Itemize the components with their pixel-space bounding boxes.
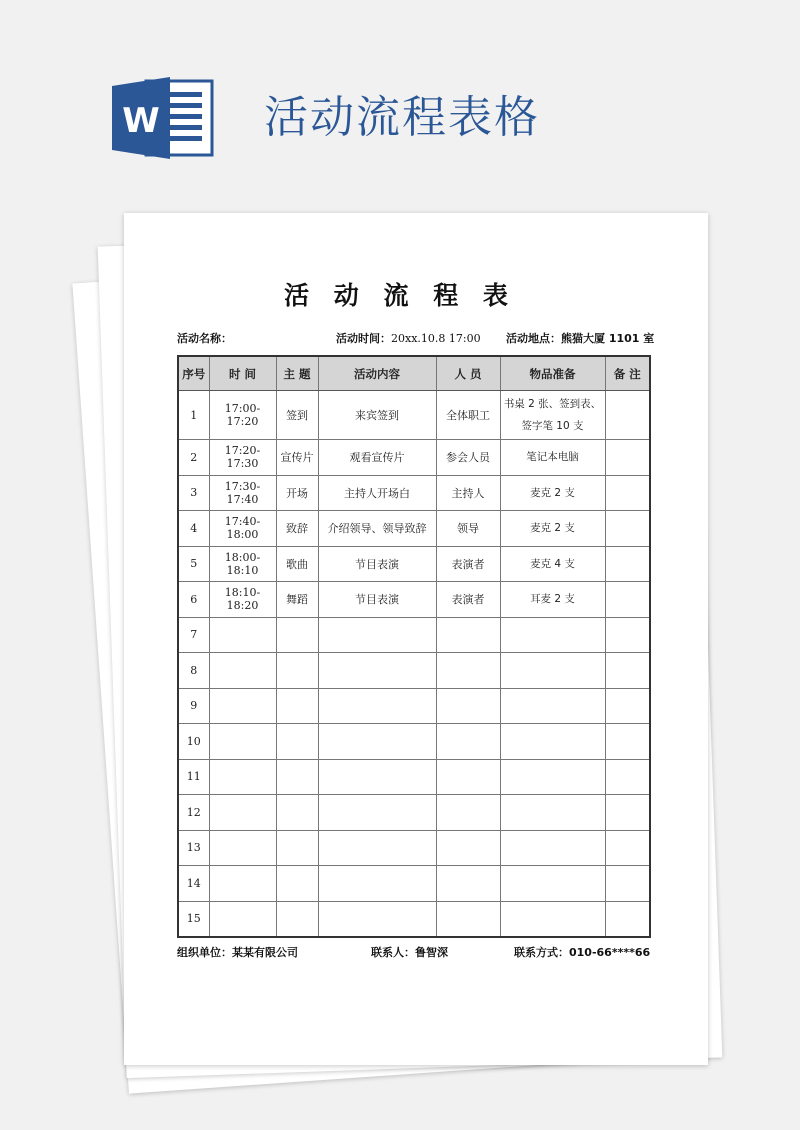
table-row [178,391,650,440]
row-number-cell: 14 [178,866,209,902]
activity-place [506,330,654,346]
content-cell [318,795,436,831]
staff-cell [436,795,500,831]
row-number-cell: 10 [178,724,209,760]
table-row [178,653,650,689]
topic-cell [276,830,318,866]
time-cell: 18:10-18:20 [209,582,276,618]
items-cell [500,759,605,795]
row-number-cell: 15 [178,901,209,937]
table-row [178,546,650,582]
content-cell: 节目表演 [318,546,436,582]
note-cell [605,724,650,760]
row-number-cell: 5 [178,546,209,582]
staff-cell: 主持人 [436,475,500,511]
note-cell [605,866,650,902]
row-number-cell: 12 [178,795,209,831]
items-cell [500,511,605,547]
row-number-cell: 6 [178,582,209,618]
time-cell: 17:40-18:00 [209,511,276,547]
topic-cell [276,759,318,795]
content-cell [318,653,436,689]
time-cell: 17:30-17:40 [209,475,276,511]
row-number-cell: 9 [178,688,209,724]
content-cell [318,724,436,760]
items-cell [500,830,605,866]
table-row [178,475,650,511]
content-cell: 主持人开场白 [318,475,436,511]
staff-cell: 表演者 [436,546,500,582]
time-cell [209,795,276,831]
activity-place-label: 活动地点： [506,332,561,345]
content-cell: 来宾签到 [318,391,436,440]
contact-value: 鲁智深 [415,946,448,959]
staff-cell [436,901,500,937]
row-number-cell: 4 [178,511,209,547]
table-row [178,617,650,653]
items-cell [500,724,605,760]
table-row [178,688,650,724]
topic-cell [276,688,318,724]
note-cell [605,546,650,582]
topic-cell: 舞蹈 [276,582,318,618]
note-cell [605,830,650,866]
topic-cell: 致辞 [276,511,318,547]
organizer-value: 某某有限公司 [232,946,298,959]
header-cell: 物品准备 [500,356,605,391]
row-number-cell: 1 [178,391,209,440]
items-cell [500,653,605,689]
content-cell [318,688,436,724]
word-icon-letter: W [122,101,160,141]
items-cell [500,795,605,831]
items-cell [500,688,605,724]
time-cell [209,830,276,866]
items-cell [500,582,605,618]
time-cell [209,724,276,760]
row-number-cell: 8 [178,653,209,689]
note-cell [605,440,650,476]
topic-cell [276,866,318,902]
note-cell [605,511,650,547]
row-number-cell: 7 [178,617,209,653]
table-body [178,391,650,938]
word-document-icon [112,77,216,159]
table-row [178,759,650,795]
content-cell: 节目表演 [318,582,436,618]
content-cell: 介绍领导、领导致辞 [318,511,436,547]
table-row [178,795,650,831]
items-cell [500,440,605,476]
topic-cell [276,724,318,760]
staff-cell [436,724,500,760]
table-row [178,724,650,760]
header-cell: 序号 [178,356,209,391]
topic-cell [276,901,318,937]
contact-label: 联系人： [371,946,415,959]
content-cell [318,866,436,902]
document-title: 活 动 流 程 表 [284,281,516,310]
staff-cell [436,617,500,653]
activity-time-label: 活动时间： [336,332,391,345]
activity-time-value: 20xx.10.8 17:00 [391,332,481,345]
topic-cell [276,617,318,653]
banner-title: 活动流程表格 [264,92,540,143]
note-cell [605,617,650,653]
note-cell [605,653,650,689]
staff-cell: 全体职工 [436,391,500,440]
header-cell: 活动内容 [318,356,436,391]
topic-cell: 签到 [276,391,318,440]
time-cell [209,688,276,724]
content-cell [318,759,436,795]
note-cell [605,795,650,831]
items-cell [500,901,605,937]
items-cell [500,617,605,653]
table-header-row [178,356,650,391]
footer-contact [371,944,448,960]
item-line: 签字笔 10 支 [521,420,584,432]
item-line: 麦克 2 支 [530,522,575,535]
staff-cell [436,759,500,795]
note-cell [605,759,650,795]
time-cell [209,866,276,902]
content-cell [318,830,436,866]
activity-name [177,330,232,346]
header-cell: 时 间 [209,356,276,391]
content-cell: 观看宣传片 [318,440,436,476]
items-cell [500,866,605,902]
header-cell: 备 注 [605,356,650,391]
table-row [178,440,650,476]
items-cell [500,475,605,511]
phone-value: 010-66****66 [569,946,651,959]
row-number-cell: 13 [178,830,209,866]
row-number-cell: 2 [178,440,209,476]
items-cell [500,546,605,582]
staff-cell: 表演者 [436,582,500,618]
table-row [178,830,650,866]
time-cell: 17:00-17:20 [209,391,276,440]
time-cell: 18:00-18:10 [209,546,276,582]
table-row [178,582,650,618]
note-cell [605,582,650,618]
header-cell: 人 员 [436,356,500,391]
time-cell [209,617,276,653]
item-line: 麦克 4 支 [530,557,575,570]
item-line: 耳麦 2 支 [530,593,575,606]
activity-place-value: 熊猫大厦 1101 室 [561,332,655,345]
table-row [178,511,650,547]
note-cell [605,475,650,511]
staff-cell [436,866,500,902]
time-cell [209,759,276,795]
staff-cell: 领导 [436,511,500,547]
item-line: 书桌 2 张、签到表、 [503,398,602,410]
table-row [178,901,650,937]
topic-cell [276,653,318,689]
footer-phone [514,944,650,960]
note-cell [605,901,650,937]
topic-cell: 开场 [276,475,318,511]
note-cell [605,688,650,724]
staff-cell [436,688,500,724]
footer-organizer [177,944,298,960]
table-row [178,866,650,902]
item-line: 麦克 2 支 [530,486,575,499]
staff-cell [436,830,500,866]
topic-cell: 歌曲 [276,546,318,582]
activity-name-label: 活动名称： [177,332,232,345]
schedule-table [177,355,651,938]
time-cell [209,653,276,689]
content-cell [318,901,436,937]
row-number-cell: 11 [178,759,209,795]
phone-label: 联系方式： [514,946,569,959]
content-cell [318,617,436,653]
topic-cell: 宣传片 [276,440,318,476]
time-cell [209,901,276,937]
header-cell: 主 题 [276,356,318,391]
note-cell [605,391,650,440]
activity-time [336,330,481,346]
time-cell: 17:20-17:30 [209,440,276,476]
item-line: 笔记本电脑 [526,451,579,464]
row-number-cell: 3 [178,475,209,511]
staff-cell: 参会人员 [436,440,500,476]
staff-cell [436,653,500,689]
items-cell [500,391,605,440]
topic-cell [276,795,318,831]
organizer-label: 组织单位： [177,946,232,959]
